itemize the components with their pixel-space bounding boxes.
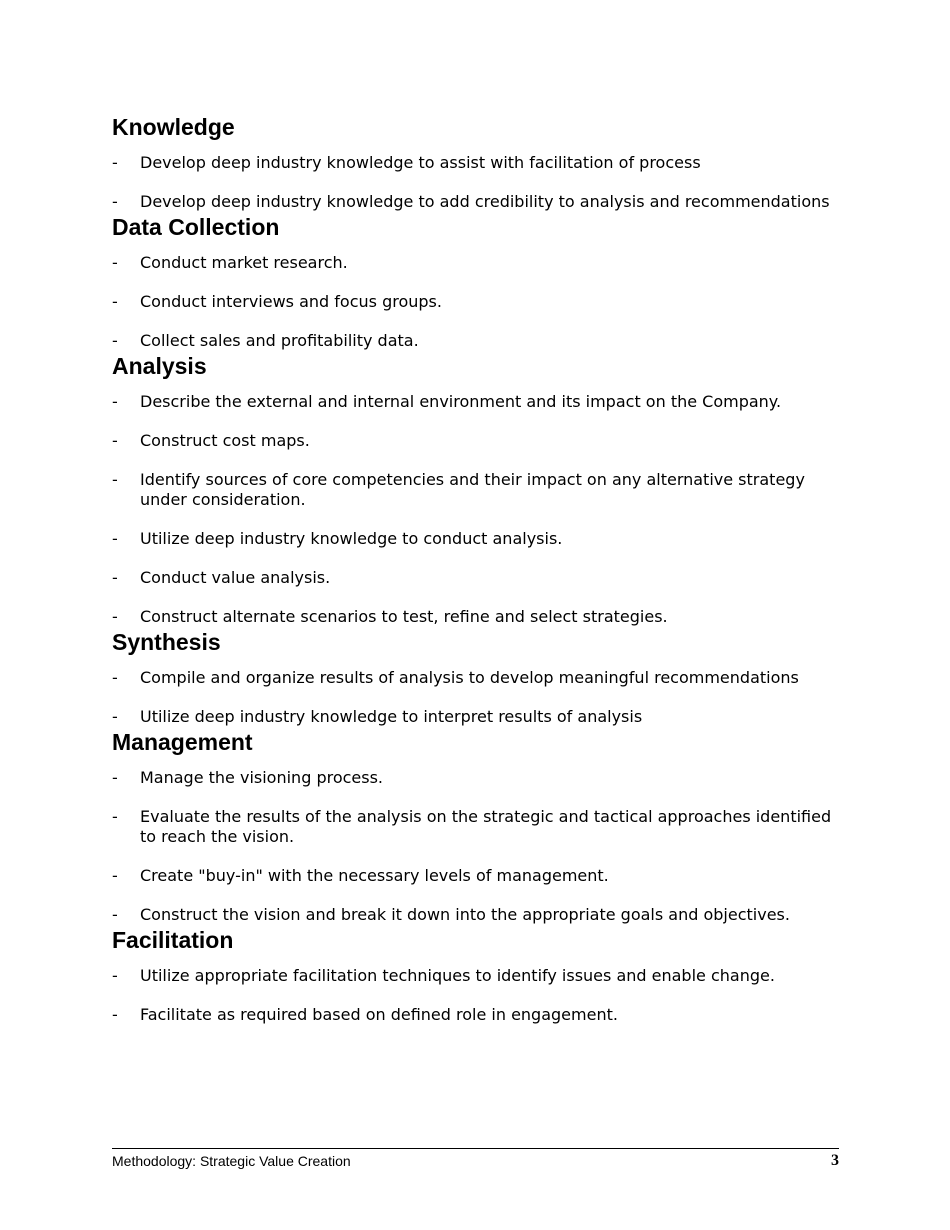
list-item-text: Construct alternate scenarios to test, refine and select strategies.	[140, 607, 668, 626]
list-item-text: Develop deep industry knowledge to add credibility to analysis and recommendations	[140, 192, 830, 211]
bullet-dash: -	[112, 192, 118, 211]
bullet-dash: -	[112, 807, 118, 826]
list-item-text: Utilize deep industry knowledge to interpret results of analysis	[140, 707, 643, 726]
list-item-text: Manage the visioning process.	[140, 768, 384, 787]
list-item-text: Evaluate the results of the analysis on the strategic and tactical approaches identified to reach the vision.	[140, 807, 832, 846]
list-item-text: Conduct interviews and focus groups.	[140, 292, 442, 311]
page-number: 3	[831, 1152, 839, 1169]
bullet-dash: -	[112, 668, 118, 687]
bullet-dash: -	[112, 331, 118, 350]
list-item	[112, 607, 839, 627]
section-analysis	[112, 351, 839, 627]
list-item	[112, 1005, 839, 1025]
page-content	[112, 112, 839, 1025]
list-item	[112, 192, 839, 212]
bullet-dash: -	[112, 966, 118, 985]
bullet-dash: -	[112, 470, 118, 489]
list-item-text: Conduct market research.	[140, 253, 348, 272]
list-item	[112, 707, 839, 727]
list-item	[112, 392, 839, 412]
bullet-dash: -	[112, 768, 118, 787]
list-item	[112, 331, 839, 351]
list-item	[112, 153, 839, 173]
list-item-text: Conduct value analysis.	[140, 568, 331, 587]
section-heading: Data Collection	[112, 214, 280, 240]
section-synthesis	[112, 627, 839, 727]
footer-title: Methodology: Strategic Value Creation	[112, 1153, 351, 1169]
list-item	[112, 292, 839, 312]
bullet-list	[112, 668, 839, 727]
list-item	[112, 866, 839, 886]
page-footer	[112, 1148, 839, 1169]
bullet-dash: -	[112, 1005, 118, 1024]
list-item-text: Utilize appropriate facilitation techniques to identify issues and enable change.	[140, 966, 775, 985]
section-heading: Synthesis	[112, 629, 221, 655]
section-heading: Facilitation	[112, 927, 234, 953]
list-item-text: Describe the external and internal environment and its impact on the Company.	[140, 392, 782, 411]
bullet-dash: -	[112, 153, 118, 172]
bullet-dash: -	[112, 431, 118, 450]
list-item-text: Compile and organize results of analysis to develop meaningful recommendations	[140, 668, 799, 687]
bullet-dash: -	[112, 529, 118, 548]
list-item	[112, 905, 839, 925]
section-facilitation	[112, 925, 839, 1025]
list-item-text: Develop deep industry knowledge to assist with facilitation of process	[140, 153, 701, 172]
bullet-list	[112, 392, 839, 627]
section-heading: Analysis	[112, 353, 207, 379]
list-item	[112, 668, 839, 688]
list-item	[112, 529, 839, 549]
bullet-dash: -	[112, 607, 118, 626]
section-knowledge	[112, 112, 839, 212]
list-item	[112, 253, 839, 273]
bullet-dash: -	[112, 568, 118, 587]
list-item	[112, 966, 839, 986]
bullet-list	[112, 966, 839, 1025]
list-item-text: Facilitate as required based on defined role in engagement.	[140, 1005, 618, 1024]
bullet-list	[112, 768, 839, 925]
list-item-text: Create "buy-in" with the necessary levels of management.	[140, 866, 609, 885]
section-heading: Management	[112, 729, 253, 755]
section-heading: Knowledge	[112, 114, 235, 140]
bullet-dash: -	[112, 905, 118, 924]
bullet-dash: -	[112, 292, 118, 311]
bullet-list	[112, 153, 839, 212]
bullet-dash: -	[112, 866, 118, 885]
section-management	[112, 727, 839, 925]
list-item-text: Construct the vision and break it down into the appropriate goals and objectives.	[140, 905, 790, 924]
list-item	[112, 431, 839, 451]
list-item	[112, 807, 839, 847]
section-data-collection	[112, 212, 839, 351]
list-item	[112, 768, 839, 788]
bullet-list	[112, 253, 839, 351]
list-item-text: Construct cost maps.	[140, 431, 310, 450]
list-item-text: Utilize deep industry knowledge to conduct analysis.	[140, 529, 563, 548]
list-item-text: Collect sales and profitability data.	[140, 331, 419, 350]
list-item	[112, 568, 839, 588]
list-item	[112, 470, 839, 510]
bullet-dash: -	[112, 253, 118, 272]
bullet-dash: -	[112, 707, 118, 726]
list-item-text: Identify sources of core competencies and their impact on any alternative strategy under consideration.	[140, 470, 805, 509]
bullet-dash: -	[112, 392, 118, 411]
